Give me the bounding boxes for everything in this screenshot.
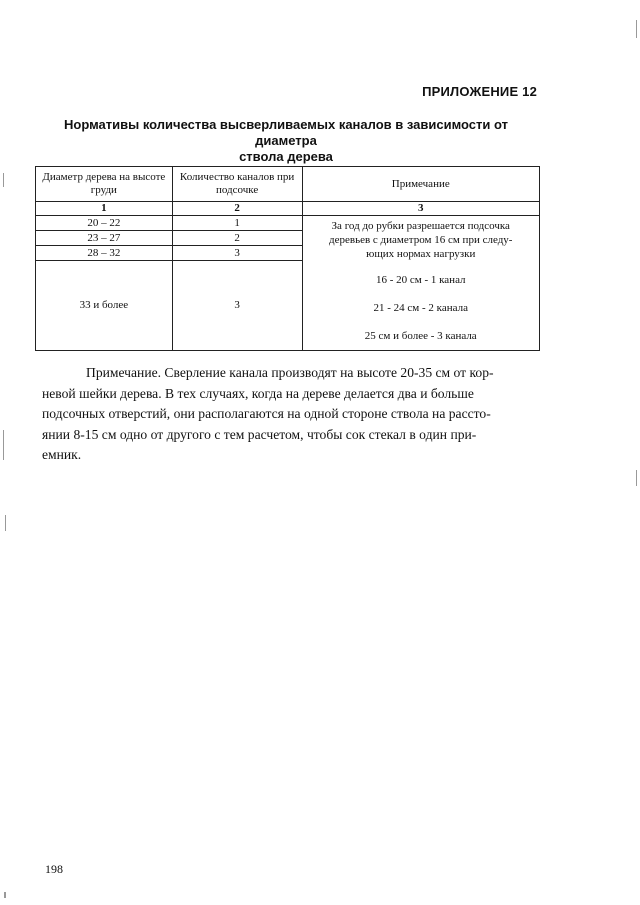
scan-edge-mark [3,430,4,460]
appendix-label: ПРИЛОЖЕНИЕ 12 [422,84,537,99]
channels-cell: 3 [172,261,302,351]
channels-cell: 1 [172,216,302,231]
note-line: деревьев с диаметром 16 см при следу- [329,234,513,246]
scan-edge-mark [3,173,4,187]
column-number-row [36,202,540,216]
note-line: За год до рубки разрешается подсочка [331,220,510,232]
channels-cell: 2 [172,231,302,246]
paragraph-line: янии 8-15 см одно от другого с тем расчетом, чтобы сок стекал в один при- [42,426,477,442]
title-line-2: ствола дерева [239,149,333,164]
diameter-cell: 20 – 22 [36,216,173,231]
scan-edge-mark [636,20,637,38]
paragraph-line: Примечание. Сверление канала производят на высоте 20-35 см от кор- [86,365,494,380]
title-line-1: Нормативы количества высверливаемых каналов в зависимости от диаметра [64,117,508,148]
table-header-row [36,167,540,202]
diameter-cell: 28 – 32 [36,246,173,261]
diameter-cell: 23 – 27 [36,231,173,246]
diameter-cell: 33 и более [36,261,173,351]
norms-table [35,166,540,351]
column-number: 3 [302,202,540,216]
document-title [36,117,536,165]
page-number: 198 [45,862,63,876]
paragraph-line: подсочных отверстий, они располагаются на одной стороне ствола на рассто- [42,406,491,421]
table-row [36,216,540,231]
header-note: Примечание [302,167,540,202]
scan-edge-mark [5,515,6,531]
paragraph-line: емник. [42,447,82,462]
channels-cell: 3 [172,246,302,261]
norm-line: 25 см и более - 3 канала [364,330,477,342]
column-number: 2 [172,202,302,216]
norm-line: 21 - 24 см - 2 канала [373,302,468,314]
note-line: ющих нормах нагрузки [366,248,476,260]
note-cell [302,216,540,351]
paragraph-line: невой шейки дерева. В тех случаях, когда на дереве делается два и больше [42,385,474,401]
header-channels: Количество каналов при подсочке [172,167,302,202]
scan-edge-mark [4,892,6,898]
scan-edge-mark [636,470,637,486]
column-number: 1 [36,202,173,216]
header-diameter: Диаметр дерева на высоте груди [36,167,173,202]
norm-line: 16 - 20 см - 1 канал [375,274,466,286]
note-paragraph [42,363,540,466]
